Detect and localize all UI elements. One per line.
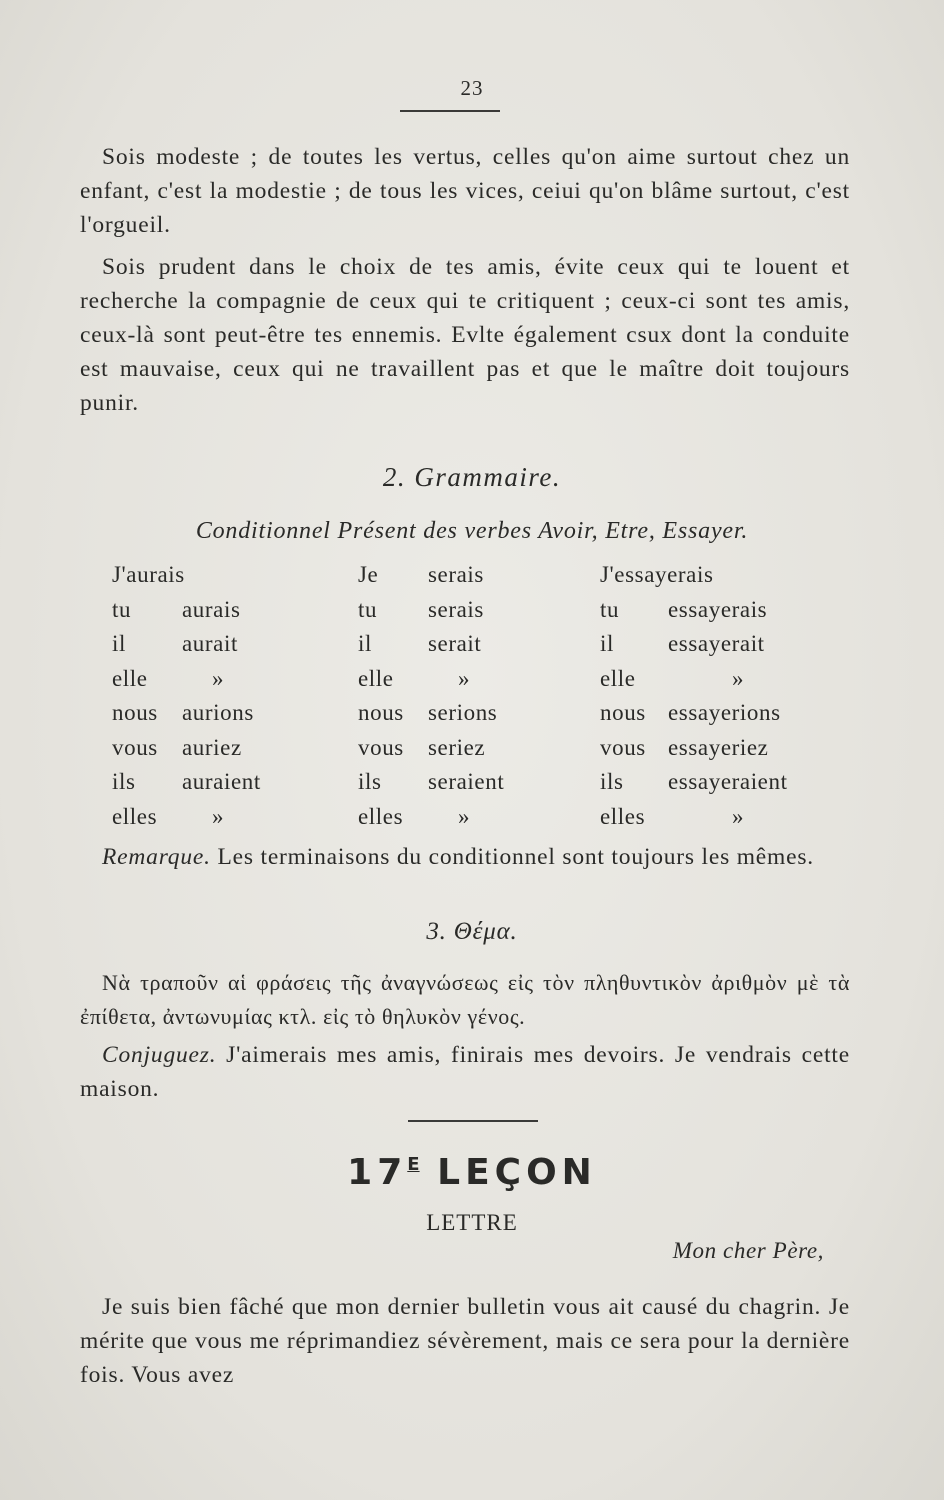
section-divider: [408, 1120, 538, 1122]
conjuguez-label: Conjuguez.: [102, 1042, 217, 1068]
section-grammaire-subtitle: Conditionnel Présent des verbes Avoir, Etre, Essayer.: [195, 518, 749, 544]
conj-row: il serait: [358, 631, 482, 656]
conj-row: elles »: [112, 803, 225, 829]
conj-row: nous serions: [358, 700, 498, 725]
lettre-title: LETTRE: [426, 1210, 518, 1235]
paragraph-modestie: Sois modeste ; de toutes les vertus, celles qu'on aime surtout chez un enfant, c'est la modestie ; de tous les vices, ceiui qu'on blâme surtout, c'est l'orgueil.: [80, 144, 850, 238]
page-number: 23: [460, 76, 484, 100]
remarque-label: Remarque.: [102, 844, 211, 870]
section-grammaire-title: 2. Grammaire.: [382, 462, 562, 492]
conj-row: tu aurais: [112, 596, 241, 622]
conj-row: vous auriez: [112, 734, 242, 760]
conj-row: ils essayeraient: [600, 769, 788, 794]
page-number-rule: [400, 110, 500, 112]
lesson-heading: $17^E$ LEÇON: [347, 1152, 597, 1193]
conj-row: elle »: [600, 665, 745, 691]
section-thema-title: 3. Θέμα.: [426, 918, 518, 945]
column-essayer: [600, 562, 788, 838]
conj-row: J'aurais: [112, 562, 185, 587]
column-etre: [358, 562, 505, 838]
conj-row: tu essayerais: [600, 596, 768, 622]
conj-row: il essayerait: [600, 631, 765, 656]
paragraph-conjuguez: Conjuguez. J'aimerais mes amis, finirais mes devoirs. Je vendrais cette maison.: [80, 1042, 850, 1102]
conj-row: vous seriez: [358, 734, 486, 760]
paragraph-letter: Je suis bien fâché que mon dernier bulletin vous ait causé du chagrin. Je mérite que vous me réprimandiez sévèrement, mais ce sera pour la dernière fois. Vous avez: [80, 1294, 850, 1388]
paragraph-prudent: Sois prudent dans le choix de tes amis, évite ceux qui te louent et recherche la compagnie de ceux qui te critiquent ; ceux-ci sont tes amis, ceux-là sont peut-être tes ennemis. Evlte également csux dont la conduite est mauvaise, ceux qui ne travaillent pas et que le maître doit toujours punir.: [80, 254, 850, 416]
conj-row: elles »: [358, 803, 471, 829]
conj-row: elles »: [600, 803, 745, 829]
conj-row: il aurait: [112, 631, 238, 656]
paragraph-greek: Νὰ τραποῦν αἱ φράσεις τῆς ἀναγνώσεως εἰς τὸν πληθυντικὸν ἀριθμὸν μὲ τὰ ἐπίθετα, ἀντωνυμίας κτλ. εἰς τὸ θηλυκὸν γένος.: [80, 970, 850, 1029]
conj-row: J'essayerais: [600, 562, 714, 587]
salutation: Mon cher Père,: [672, 1238, 824, 1263]
conj-row: elle »: [358, 665, 471, 691]
conj-row: nous aurions: [112, 700, 254, 725]
conj-row: ils seraient: [358, 769, 505, 794]
paragraph-remarque: Remarque. Les terminaisons du conditionnel sont toujours les mêmes.: [102, 844, 814, 870]
conj-row: ils auraient: [112, 769, 261, 794]
conj-row: elle »: [112, 665, 225, 691]
conj-row: nous essayerions: [600, 700, 781, 725]
conj-row: Je serais: [358, 562, 484, 587]
conj-row: vous essayeriez: [600, 734, 769, 760]
conj-row: tu serais: [358, 596, 484, 622]
column-avoir: [112, 562, 261, 838]
